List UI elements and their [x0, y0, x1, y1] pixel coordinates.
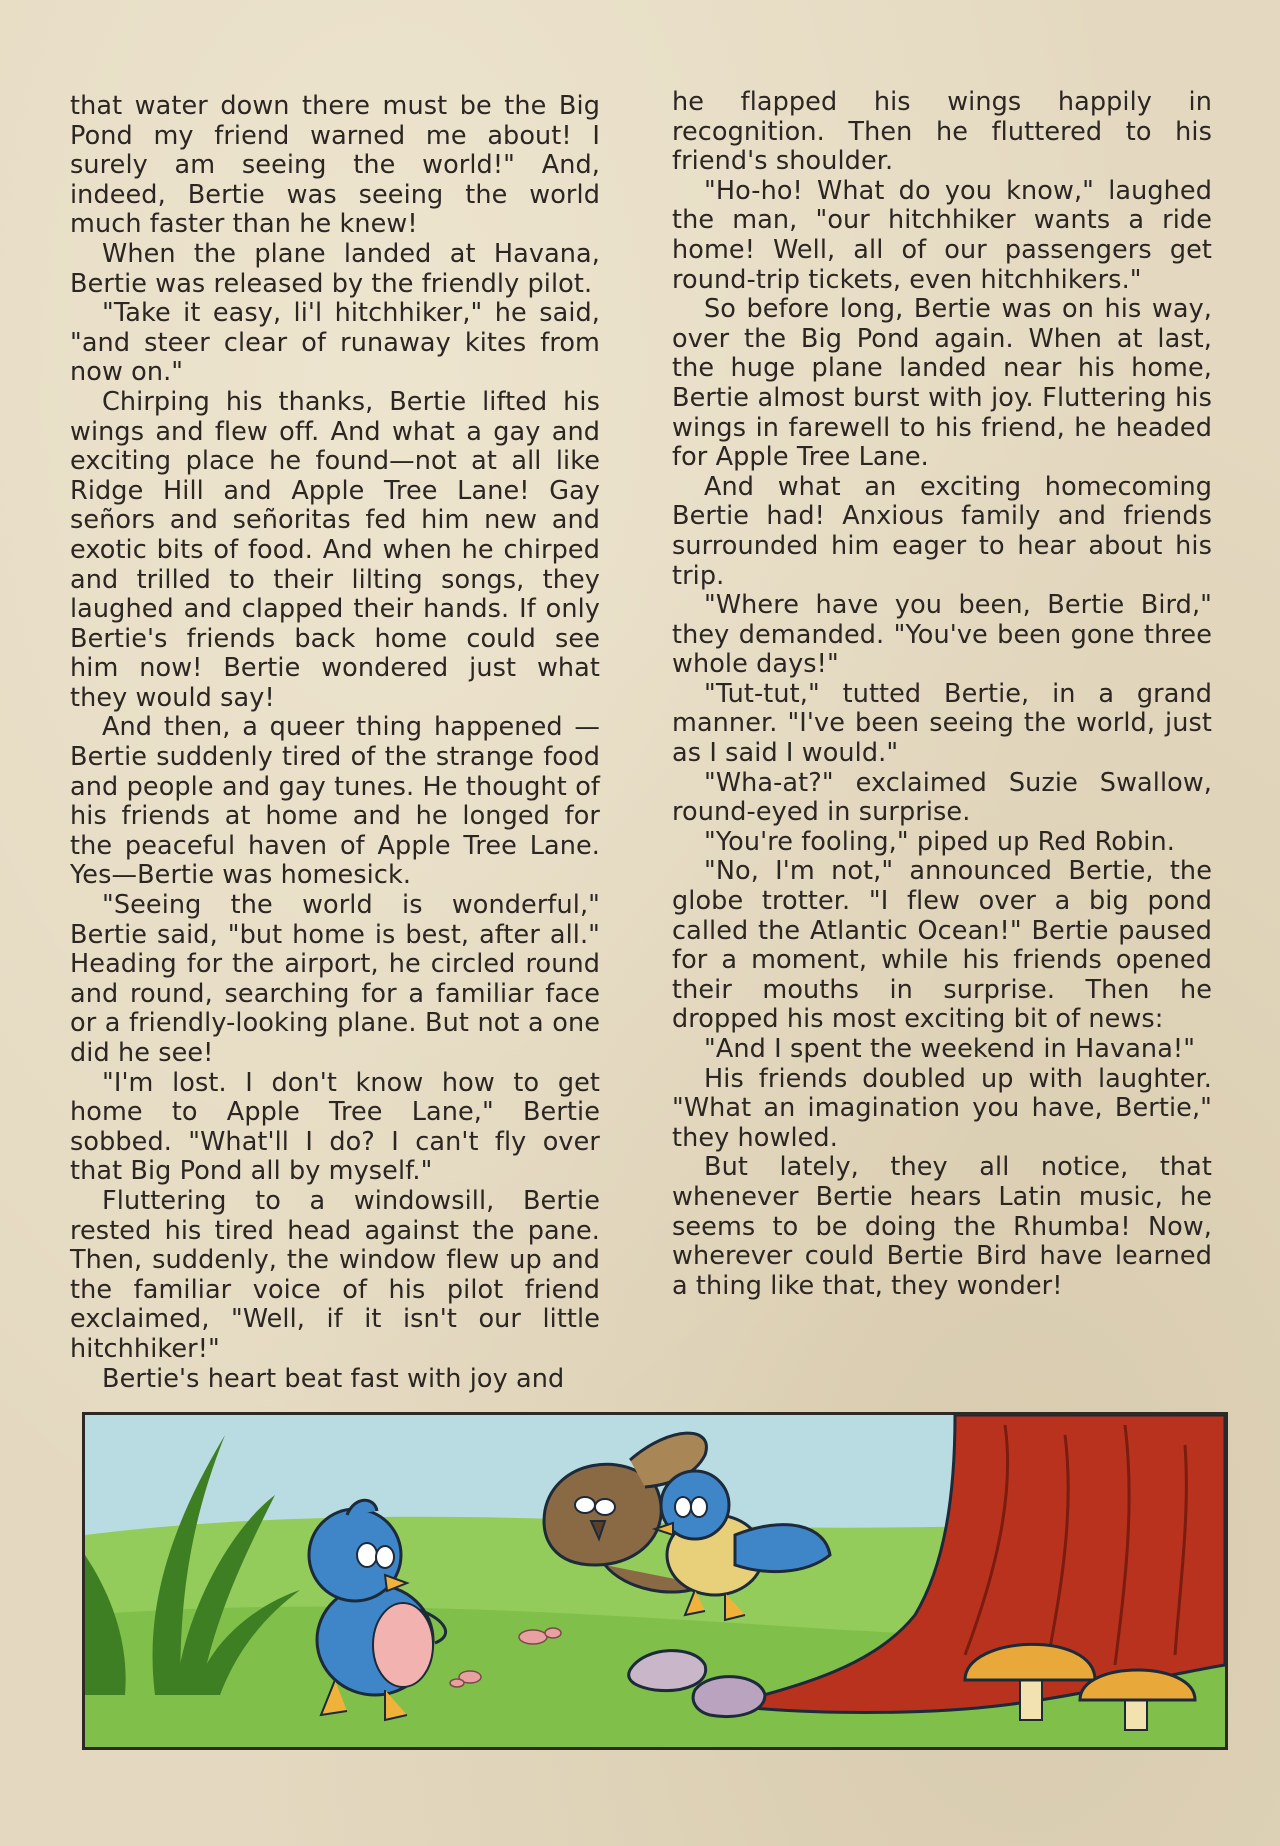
story-paragraph: His friends doubled up with laughter. "What an imagination you have, Bertie," they howled.: [672, 1063, 1212, 1153]
story-paragraph: that water down there must be the Big Pond my friend warned me about! I surely am seeing the world!" And, indeed, Bertie was seeing the world much faster than he knew!: [70, 91, 600, 240]
story-paragraph: So before long, Bertie was on his way, over the Big Pond again. When at last, the huge plane landed near his home, Bertie almost burst with joy. Fluttering his wings in farewell to his friend, he headed for Apple Tree Lane.: [672, 294, 1212, 473]
story-paragraph: "You're fooling," piped up Red Robin.: [704, 826, 1175, 857]
story-paragraph: "No, I'm not," announced Bertie, the globe trotter. "I flew over a big pond called the Atlantic Ocean!" Bertie paused for a moment, while his friends opened their mouths in surprise. Then he dropped his most exciting bit of news:: [672, 856, 1212, 1035]
story-paragraph: But lately, they all notice, that whenever Bertie hears Latin music, he seems to be doing the Rhumba! Now, wherever could Bertie Bird have learned a thing like that, they wonder!: [672, 1152, 1212, 1301]
story-paragraph: "And I spent the weekend in Havana!": [704, 1034, 1196, 1064]
story-paragraph: "I'm lost. I don't know how to get home to Apple Tree Lane," Bertie sobbed. "What'll I do? I can't fly over that Big Pond all by myself.": [70, 1067, 600, 1187]
story-paragraph: "Wha-at?" exclaimed Suzie Swallow, round-eyed in surprise.: [672, 767, 1212, 828]
story-paragraph: he flapped his wings happily in recognition. Then he fluttered to his friend's shoulder.: [672, 87, 1212, 177]
story-paragraph: "Take it easy, li'l hitchhiker," he said, "and steer clear of runaway kites from now on.": [70, 298, 600, 388]
illustration-svg: [85, 1415, 1225, 1747]
story-paragraph: When the plane landed at Havana, Bertie was released by the friendly pilot.: [70, 238, 600, 299]
story-column-right: [672, 88, 1212, 1301]
story-paragraph: And then, a queer thing happened —Bertie suddenly tired of the strange food and people and gay tunes. He thought of his friends at home and he longed for the peaceful haven of Apple Tree Lane. Yes—Bertie was homesick.: [70, 712, 600, 891]
story-paragraph: Fluttering to a windowsill, Bertie rested his tired head against the pane. Then, suddenly, the window flew up and the familiar voice of his pilot friend exclaimed, "Well, if it isn't our little hitchhiker!": [70, 1185, 600, 1364]
story-column-left: [70, 92, 600, 1394]
story-paragraph: "Seeing the world is wonderful," Bertie said, "but home is best, after all." Heading for the airport, he circled round and round, searching for a familiar face or a friendly-looking plane. But not a one did he see!: [70, 890, 600, 1068]
story-paragraph: Chirping his thanks, Bertie lifted his wings and flew off. And what a gay and exciting place he found—not at all like Ridge Hill and Apple Tree Lane! Gay señors and señoritas fed him new and exotic bits of food. And when he chirped and trilled to their lilting songs, they laughed and clapped their hands. If only Bertie's friends back home could see him now! Bertie wondered just what they would say!: [70, 386, 600, 713]
illustration-panel: [82, 1412, 1228, 1750]
story-paragraph: And what an exciting homecoming Bertie had! Anxious family and friends surrounded him eager to hear about his trip.: [672, 471, 1212, 591]
story-paragraph: "Where have you been, Bertie Bird," they demanded. "You've been gone three whole days!": [672, 590, 1212, 680]
story-paragraph: "Tut-tut," tutted Bertie, in a grand manner. "I've been seeing the world, just as I said I would.": [672, 678, 1212, 769]
story-paragraph: "Ho-ho! What do you know," laughed the man, "our hitchhiker wants a ride home! Well, all of our passengers get round-trip tickets, even hitchhikers.": [672, 175, 1212, 295]
story-paragraph: Bertie's heart beat fast with joy and: [102, 1363, 565, 1394]
